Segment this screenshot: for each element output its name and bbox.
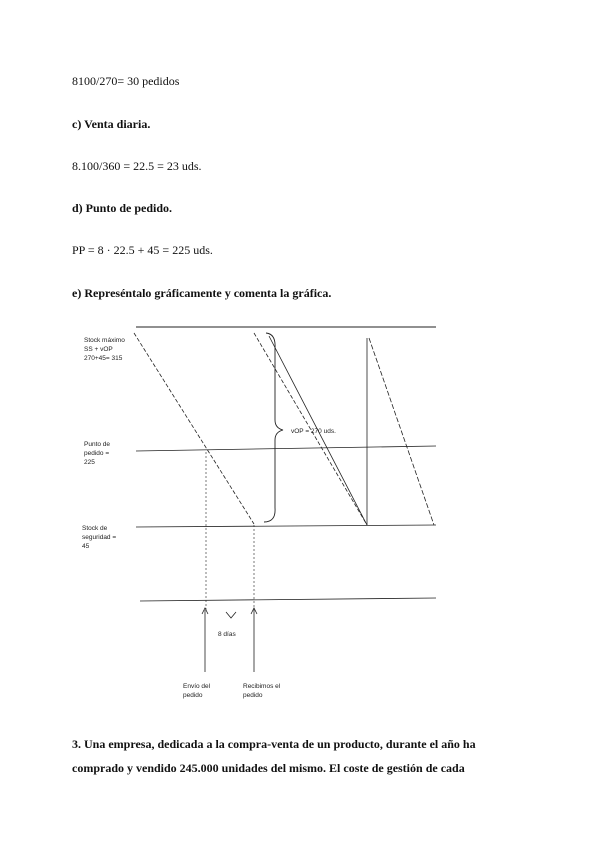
daily-sales-calc: 8.100/360 = 22.5 = 23 uds. <box>72 159 202 173</box>
order-received-arrow <box>251 608 257 672</box>
depletion-line-3 <box>369 338 434 525</box>
vop-label: vOP = 270 uds. <box>291 428 336 435</box>
reorder-point-heading: d) Punto de pedido. <box>72 201 173 215</box>
reorder-point-label: Punto de pedido = 225 <box>84 441 111 466</box>
stock-max-label: Stock máximo SS + vOP 270+45= 315 <box>84 337 125 362</box>
reorder-point-calc: PP = 8 · 22.5 + 45 = 225 uds. <box>72 243 213 257</box>
chart-heading: e) Represéntalo gráficamente y comenta la gráfica. <box>72 286 332 300</box>
orders-result: 8100/270= 30 pedidos <box>72 74 180 88</box>
inventory-diagram <box>0 310 600 710</box>
reorder-point-line <box>136 446 436 451</box>
depletion-line-1 <box>134 333 254 524</box>
lead-time-brace <box>226 612 236 618</box>
safety-stock-label: Stock de seguridad = 45 <box>82 525 117 550</box>
safety-stock-line <box>136 525 436 527</box>
order-sent-label: Envío del pedido <box>183 683 211 699</box>
problem-line-1: 3. Una empresa, dedicada a la compra-venta de un producto, durante el año ha <box>72 737 476 751</box>
lead-days-label: 8 días <box>218 631 236 638</box>
problem-line-2: comprado y vendido 245.000 unidades del mismo. El coste de gestión de cada <box>72 761 465 775</box>
order-received-label: Recibimos el pedido <box>243 683 281 699</box>
time-axis-line <box>140 598 436 601</box>
vop-brace <box>264 333 283 522</box>
daily-sales-heading: c) Venta diaria. <box>72 117 151 131</box>
order-sent-arrow <box>202 608 208 672</box>
